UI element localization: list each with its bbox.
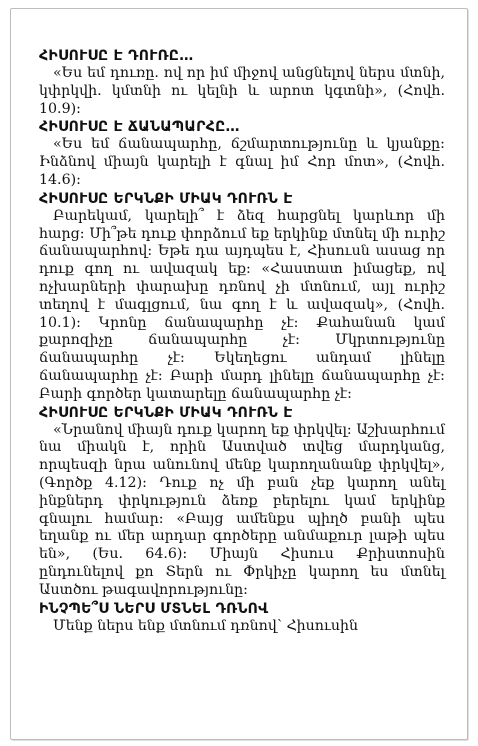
document-content [39,47,445,635]
section-paragraph-only-door-2: «Նրանով միայն դուք կարող եք փրկվել։ Աշխարհում նա միակն է, որին Աստված տվեց մարդկանց, որպեսզի նրա անունով մենք կարողանանք փրկվել», (Գործք 4.12): Դուք ոչ մի բան չեք կարող անել ինքներդ փրկություն ձեռք բերելու կամ երկինք գնալու համար։ «Բայց ամենքս պիղծ բանի պես եղանք ու մեր արդար գործերը անմաքուր լաթի պես են», (Ես. 64.6): Միայն Հիսուս Քրիստոսին ընդունելով քո Տերն ու Փրկիչը կարող ես մտնել Աստծու թագավորությունը։ [39,421,445,598]
section-heading-only-door-2: ՀԻՍՈՒՍԸ ԵՐԿՆՔԻ ՄԻԱԿ ԴՈՒՌՆ Է [39,404,293,421]
page [10,8,468,740]
section-paragraph-only-door: Բարեկամ, կարելի՞ է ձեզ հարցնել կարևոր մի հարց։ Մի՞թե դուք փորձում եք երկինք մտնել մի ուրիշ ճանապարհով։ Եթե դա այդպես է, Հիսուսն ասաց որ դուք գող ու ավազակ եք։ «Հաստատ իմացեք, ով ոչխարների փարախը դռնով չի մտնում, այլ ուրիշ տեղով է մագլցում, նա գող է և ավազակ», (Հովհ. 10.1): Կրոնը ճանապարհը չէ։ Քահանան կամ քարոզիչը ճանապարհը չէ։ Մկրտությունը ճանապարհը չէ։ Եկեղեցու անդամ լինելը ճանապարհը չէ։ Բարի մարդ լինելը ճանապարհը չէ։ Բարի գործեր կատարելը ճանապարհը չէ։ [39,207,445,402]
section-paragraph-door: «Ես եմ դուռը. ով որ իմ միջով անցնելով ներս մտնի, կփրկվի. կմտնի ու կելնի և արոտ կգտնի», (Հովհ. 10.9): [39,65,445,117]
section-paragraph-how-to-enter: Մենք ներս ենք մտնում դռնով՝ Հիսուսին [53,617,359,634]
section-heading-door: ՀԻՍՈՒՍԸ Է ԴՈՒՌԸ… [39,48,194,64]
section-heading-way: ՀԻՍՈՒՍԸ Է ՃԱՆԱՊԱՐՀԸ… [39,119,240,136]
section-heading-only-door: ՀԻՍՈՒՍԸ ԵՐԿՆՔԻ ՄԻԱԿ ԴՈՒՌՆ Է [39,190,293,207]
section-paragraph-way: «Ես եմ ճանապարհը, ճշմարտությունը և կյանքը։ Ինձնով միայն կարելի է գնալ իմ Հոր մոտ», (Հովհ. 14.6): [39,136,445,188]
section-heading-how-to-enter: ԻՆՉՊԵ՞Ս ՆԵՐՍ ՄՏՆԵԼ ԴՌՆՈՎ [39,600,269,617]
